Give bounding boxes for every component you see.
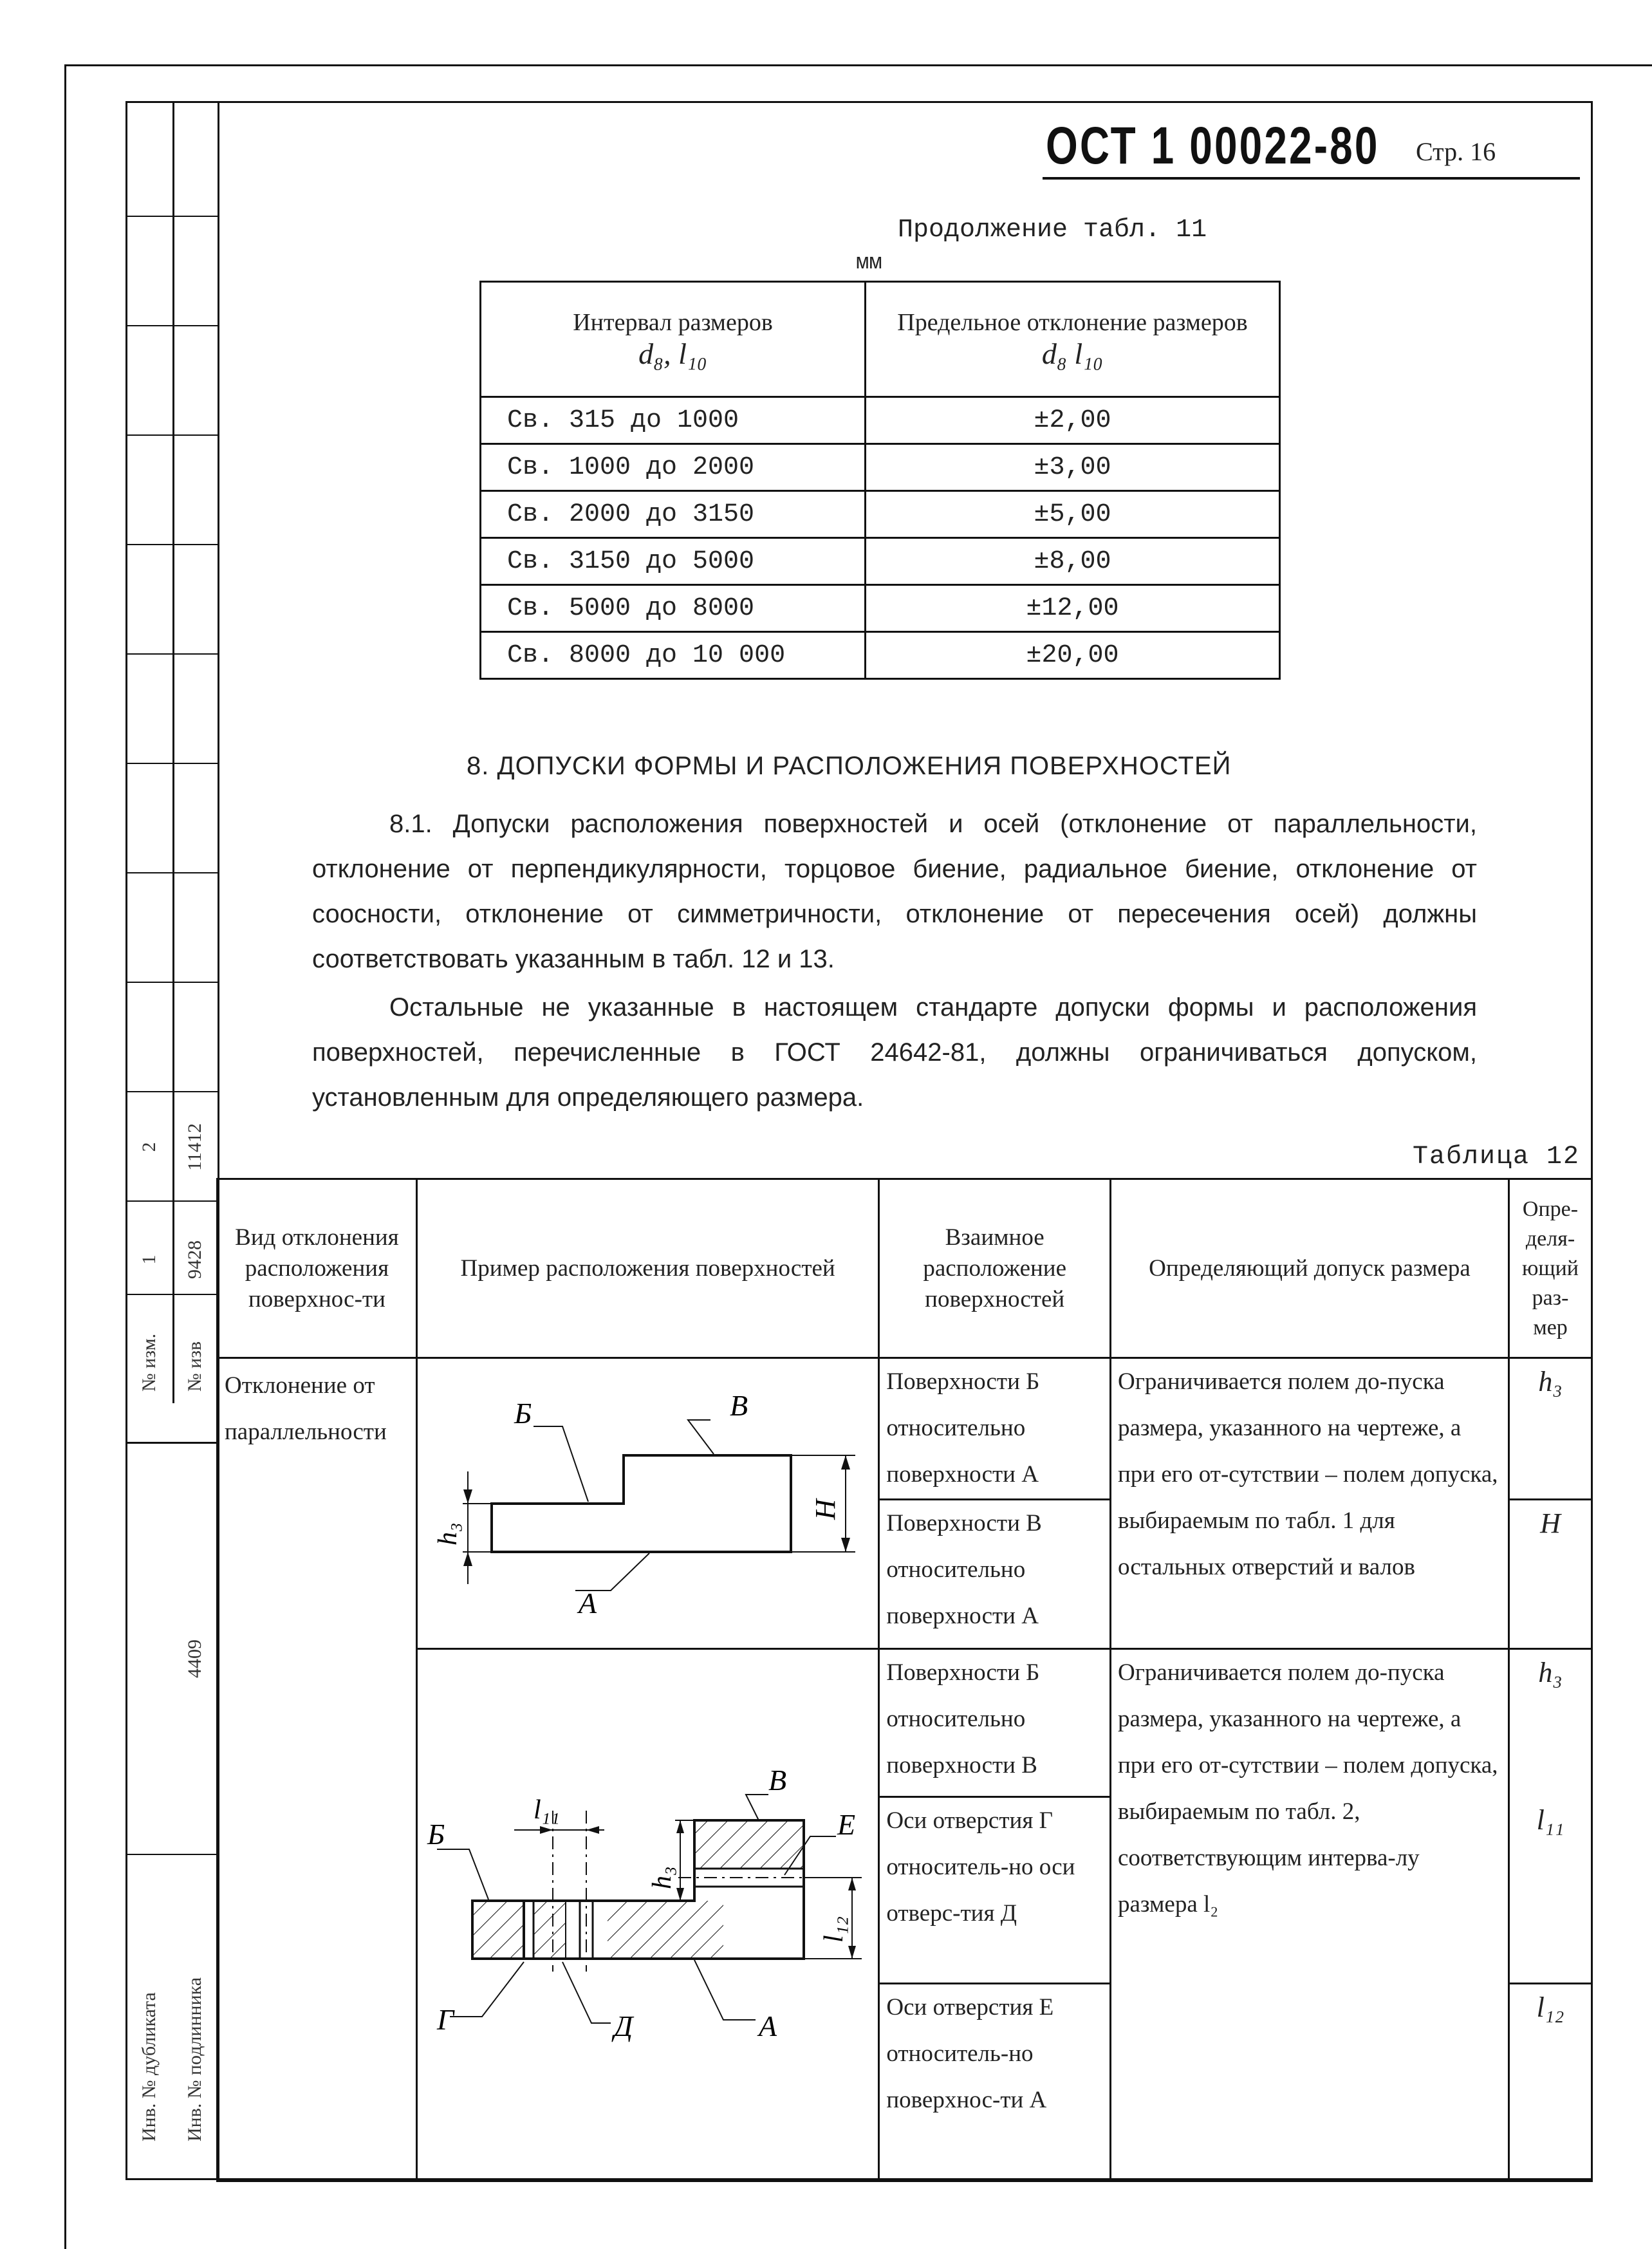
table11-range: Св. 315 до 1000 xyxy=(481,397,866,444)
table12-header-mutual: Взаимное расположение поверхностей xyxy=(879,1179,1111,1358)
table11-value: ±3,00 xyxy=(866,444,1280,491)
standard-number: ОСТ 1 00022-80 xyxy=(1046,117,1380,175)
table11-value: ±8,00 xyxy=(866,538,1280,585)
table12-header-size: Опре-деля-ющий раз-мер xyxy=(1509,1179,1592,1358)
label-d: Д xyxy=(613,2010,633,2042)
table12-size: l₁₁ xyxy=(1509,1797,1592,1984)
table12-caption: Таблица 12 xyxy=(1413,1143,1581,1171)
sidebar-tick xyxy=(125,1854,219,1855)
label-g: Г xyxy=(436,2003,454,2036)
table11-col2-header: Предельное отклонение размеров d₈ l₁₀ xyxy=(866,282,1280,397)
sidebar-tick xyxy=(125,434,219,436)
table11-caption: Продолжение табл. 11 xyxy=(898,216,1207,245)
table11-range: Св. 2000 до 3150 xyxy=(481,491,866,538)
table12-size: l₁₂ xyxy=(1509,1984,1592,2181)
sidebar-change-no-label: № изм. xyxy=(138,1333,160,1392)
label-a: А xyxy=(578,1587,597,1619)
table11-value: ±5,00 xyxy=(866,491,1280,538)
sidebar-original-label: Инв. № подлинника xyxy=(184,1977,205,2142)
figure-cell-1 xyxy=(416,1358,879,1649)
sidebar-tick xyxy=(125,544,219,545)
table11-col1-header: Интервал размеров d₈, l₁₀ xyxy=(481,282,866,397)
label-H: H xyxy=(809,1499,841,1520)
section-heading: 8. ДОПУСКИ ФОРМЫ И РАСПОЛОЖЕНИЯ ПОВЕРХНОСТЕЙ xyxy=(467,752,1232,780)
figure-cell-2 xyxy=(416,1649,879,2181)
sidebar-tick xyxy=(125,1200,219,1202)
table12-mutual: Оси отверстия Е относитель-но поверхнос-ти А xyxy=(879,1984,1111,2181)
table12-deviation-type: Отклонение от параллельности xyxy=(218,1358,417,2181)
table12-header-type: Вид отклонения расположения поверхнос-ти xyxy=(218,1179,417,1358)
header-underline xyxy=(1043,177,1580,180)
sidebar-divider xyxy=(125,1442,219,1444)
table11-value: ±20,00 xyxy=(866,632,1280,679)
table11-range: Св. 8000 до 10 000 xyxy=(481,632,866,679)
parallelism-figure-2 xyxy=(418,1650,881,2178)
sidebar-tick xyxy=(125,1091,219,1092)
label-v: В xyxy=(729,1389,748,1422)
table12-tolerance: Ограничивается полем до-пуска размера, указанного на чертеже, а при его от-сутствии – полем допуска, выбираемым по табл. 2, соответствующим интерва-лу размера l₂ xyxy=(1111,1649,1509,2181)
table-row xyxy=(481,397,1280,444)
label-h3: h₃ xyxy=(647,1866,677,1889)
table12-size: h₃ xyxy=(1509,1649,1592,1797)
inner-frame-top xyxy=(125,101,1593,103)
symbol-d8-l10: d₈ l₁₀ xyxy=(1041,337,1104,370)
table12-size: h₃ xyxy=(1509,1358,1592,1500)
table12-header-example: Пример расположения поверхностей xyxy=(416,1179,879,1358)
table11-range: Св. 5000 до 8000 xyxy=(481,585,866,632)
stepped-part-outline xyxy=(492,1455,791,1552)
parallelism-figure-1 xyxy=(418,1359,881,1661)
table11-range: Св. 1000 до 2000 xyxy=(481,444,866,491)
frame-left xyxy=(64,64,66,2249)
label-a: А xyxy=(758,2010,777,2042)
sidebar-notice-9428: 9428 xyxy=(184,1240,205,1279)
sidebar-tick xyxy=(125,216,219,217)
symbol-d8-l10: d₈, l₁₀ xyxy=(638,337,707,370)
table12-size: H xyxy=(1509,1500,1592,1649)
paragraph-8-1: 8.1. Допуски расположения поверхностей и осей (отклонение от параллельности, отклонение от перпендикулярности, торцовое биение, радиальное биение, отклонение от соосности, отклонение от симметричности, отклонение от пересечения осей) должны соответствовать указанным в табл. 12 и 13. xyxy=(312,810,1477,973)
page-number: Стр. 16 xyxy=(1416,137,1496,166)
sidebar-duplicate-label: Инв. № дубликата xyxy=(138,1992,160,2142)
label-b: Б xyxy=(514,1397,532,1430)
sidebar-change-2: 2 xyxy=(138,1142,160,1152)
label-l12: l₁₂ xyxy=(819,1916,849,1943)
label-h3: h₃ xyxy=(432,1522,463,1545)
table11 xyxy=(479,281,1281,680)
table12-mutual: Оси отверстия Г относитель-но оси отверс-тия Д xyxy=(879,1797,1111,1984)
table-row xyxy=(481,491,1280,538)
table11-unit: мм xyxy=(856,251,882,275)
table12 xyxy=(216,1178,1593,2182)
frame-top xyxy=(64,64,1652,66)
table12-mutual: Поверхности Б относительно поверхности А xyxy=(879,1358,1111,1500)
table-row xyxy=(218,1649,1592,1797)
table11-value: ±12,00 xyxy=(866,585,1280,632)
table12-header-tolerance: Определяющий допуск размера xyxy=(1111,1179,1509,1358)
sidebar-tick xyxy=(125,872,219,873)
table12-tolerance: Ограничивается полем до-пуска размера, указанного на чертеже, а при его от-сутствии – полем допуска, выбираемым по табл. 1 для остальных отверстий и валов xyxy=(1111,1358,1509,1649)
table-row xyxy=(481,538,1280,585)
sidebar-col-line-1 xyxy=(172,101,174,1403)
table12-mutual: Поверхности В относительно поверхности А xyxy=(879,1500,1111,1649)
table-row xyxy=(481,632,1280,679)
sidebar-tick xyxy=(125,982,219,983)
table11-value: ±2,00 xyxy=(866,397,1280,444)
paragraph-8-2: Остальные не указанные в настоящем стандарте допуски формы и расположения поверхностей, перечисленные в ГОСТ 24642-81, должны ограничиваться допуском, установленным для определяющего размера. xyxy=(312,993,1477,1112)
sidebar-tick xyxy=(125,763,219,764)
sidebar-change-1: 1 xyxy=(138,1255,160,1265)
sidebar-notice-11412: 11412 xyxy=(184,1123,205,1171)
table-row xyxy=(481,444,1280,491)
table12-mutual: Поверхности Б относительно поверхности В xyxy=(879,1649,1111,1797)
sidebar-notice-label: № изв xyxy=(184,1341,205,1392)
label-e: Е xyxy=(837,1808,855,1841)
table-row xyxy=(481,585,1280,632)
sidebar-tick xyxy=(125,325,219,326)
label-l11: l₁₁ xyxy=(533,1795,560,1825)
sidebar-tick xyxy=(125,653,219,655)
label-v: В xyxy=(768,1764,786,1796)
table11-range: Св. 3150 до 5000 xyxy=(481,538,866,585)
table-row xyxy=(218,1358,1592,1500)
sidebar-original-value: 4409 xyxy=(184,1639,205,1678)
inner-frame-left xyxy=(125,101,127,2180)
label-b: Б xyxy=(427,1818,445,1851)
